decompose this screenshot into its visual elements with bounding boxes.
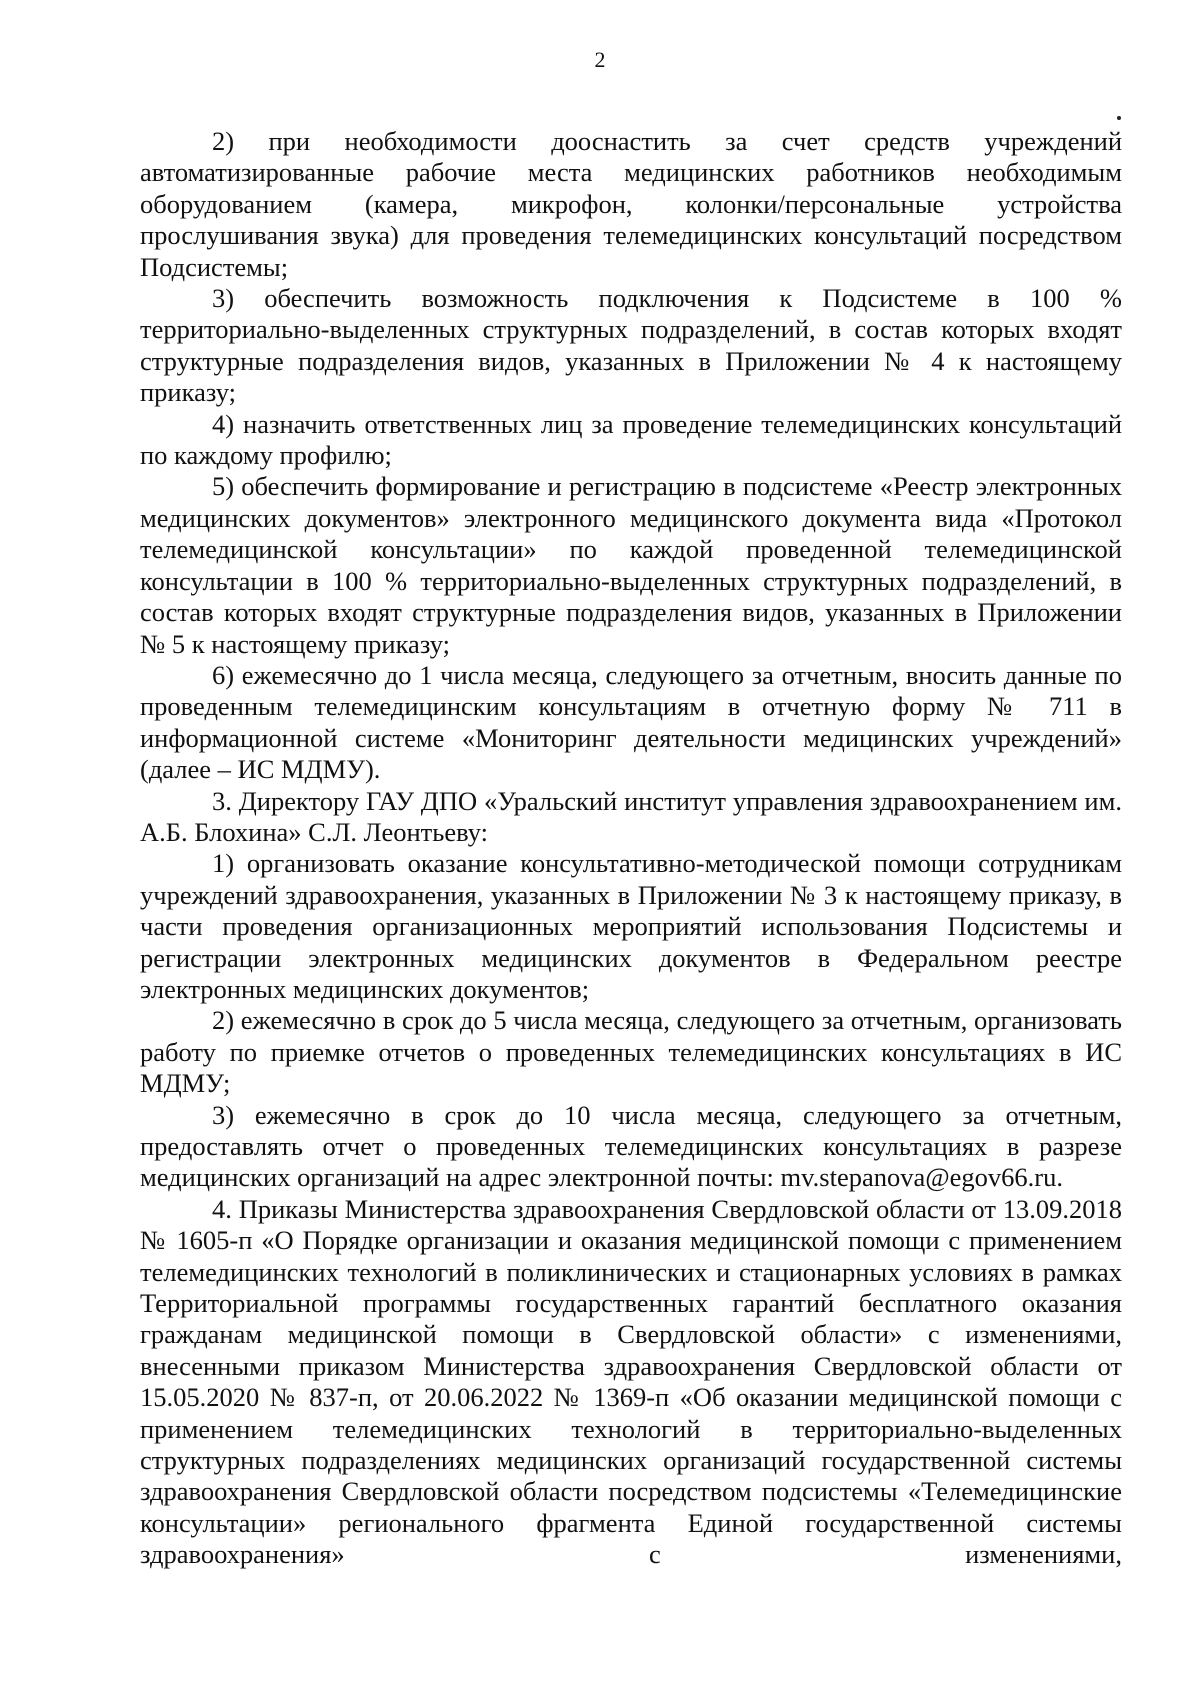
document-body bbox=[140, 126, 1122, 1571]
paragraph-2-5: 5) обеспечить формирование и регистрацию в подсистеме «Реестр электронных медицинских документов» электронного медицинского документа вида «Протокол телемедицинской консультации» по каждой проведенной телемедицинской консультации в 100 % территориально-выделенных структурных подразделений, в состав которых входят структурные подразделения видов, указанных в Приложении № 5 к настоящему приказу; bbox=[140, 471, 1122, 659]
paragraph-3-3: 3) ежемесячно в срок до 10 числа месяца, следующего за отчетным, предоставлять отчет о проведенных телемедицинских консультациях в разрезе медицинских организаций на адрес электронной почты: mv.stepanova@egov66.ru. bbox=[140, 1099, 1122, 1193]
paragraph-2-2: 2) при необходимости дооснастить за счет средств учреждений автоматизированные рабочие места медицинских работников необходимым оборудованием (камера, микрофон, колонки/персональные устройства прослушивания звука) для проведения телемедицинских консультаций посредством Подсистемы; bbox=[140, 126, 1122, 282]
paragraph-3-2: 2) ежемесячно в срок до 5 числа месяца, следующего за отчетным, организовать работу по приемке отчетов о проведенных телемедицинских консультациях в ИС МДМУ; bbox=[140, 1005, 1122, 1099]
paragraph-4: 4. Приказы Министерства здравоохранения Свердловской области от 13.09.2018 № 1605-п «О Порядке организации и оказания медицинской помощи с применением телемедицинских технологий в поликлинических и стационарных условиях в рамках Территориальной программы государственных гарантий бесплатного оказания гражданам медицинской помощи в Свердловской области» с изменениями, внесенными приказом Министерства здравоохранения Свердловской области от 15.05.2020 № 837-п, от 20.06.2022 № 1369-п «Об оказании медицинской помощи с применением телемедицинских технологий в территориально-выделенных структурных подразделениях медицинских организаций государственной системы здравоохранения Свердловской области посредством подсистемы «Телемедицинские консультации» регионального фрагмента Единой государственной системы здравоохранения» с изменениями, bbox=[140, 1193, 1122, 1570]
paragraph-2-3: 3) обеспечить возможность подключения к Подсистеме в 100 % территориально-выделенных структурных подразделений, в состав которых входят структурные подразделения видов, указанных в Приложении № 4 к настоящему приказу; bbox=[140, 283, 1122, 408]
paragraph-3: 3. Директору ГАУ ДПО «Уральский институт управления здравоохранением им. А.Б. Блохина» С.Л. Леонтьеву: bbox=[140, 785, 1122, 847]
paragraph-2-6: 6) ежемесячно до 1 числа месяца, следующего за отчетным, вносить данные по проведенным телемедицинским консультациям в отчетную форму № 711 в информационной системе «Мониторинг деятельности медицинских учреждений» (далее – ИС МДМУ). bbox=[140, 659, 1122, 785]
paragraph-3-1: 1) организовать оказание консультативно-методической помощи сотрудникам учреждений здравоохранения, указанных в Приложении № 3 к настоящему приказу, в части проведения организационных мероприятий использования Подсистемы и регистрации электронных медицинских документов в Федеральном реестре электронных медицинских документов; bbox=[140, 848, 1122, 1004]
paragraph-2-4: 4) назначить ответственных лиц за проведение телемедицинских консультаций по каждому профилю; bbox=[140, 408, 1122, 471]
page-number: 2 bbox=[594, 47, 606, 72]
scan-speck bbox=[1117, 116, 1121, 120]
